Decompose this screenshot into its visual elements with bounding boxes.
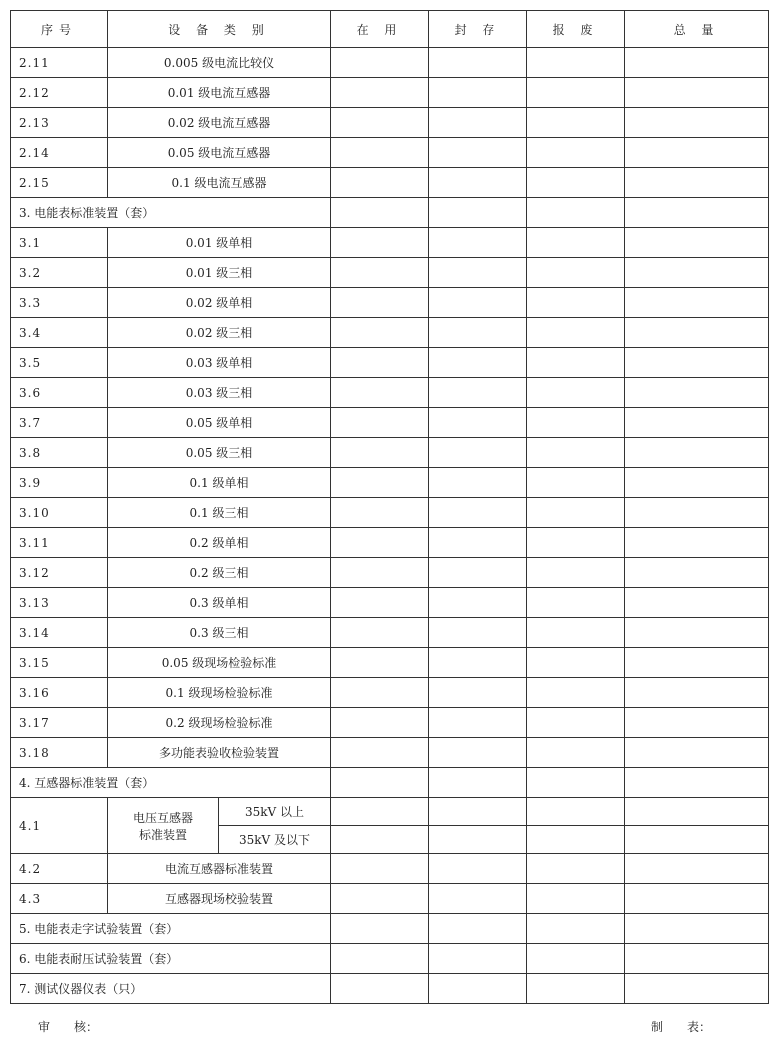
cell-sealed [429,944,527,974]
header-no: 序号 [11,11,108,48]
row-number: 4.1 [11,798,108,854]
table-row [11,258,769,288]
cell-sealed [429,854,527,884]
row-category: 0.005 级电流比较仪 [108,48,331,78]
cell-total [625,318,769,348]
cell-sealed [429,288,527,318]
prepared-by-label: 制 表： [651,1020,712,1034]
cell-sealed [429,798,527,826]
cell-scrapped [527,168,625,198]
section-row [11,944,769,974]
row-category: 0.03 级单相 [108,348,331,378]
cell-total [625,78,769,108]
row-number: 3.18 [11,738,108,768]
cell-total [625,378,769,408]
table-row [11,168,769,198]
row-category: 0.02 级电流互感器 [108,108,331,138]
cell-in-use [331,168,429,198]
cell-total [625,588,769,618]
cell-in-use [331,768,429,798]
cell-in-use [331,438,429,468]
table-row [11,798,769,826]
cell-total [625,138,769,168]
cell-sealed [429,198,527,228]
cell-scrapped [527,798,625,826]
cell-in-use [331,854,429,884]
cell-sealed [429,498,527,528]
table-row [11,678,769,708]
group-label-line1: 电压互感器 [132,810,193,825]
table-row [11,228,769,258]
table-row [11,884,769,914]
cell-sealed [429,708,527,738]
row-subcategory: 35kV 及以下 [219,826,331,854]
cell-scrapped [527,138,625,168]
cell-sealed [429,914,527,944]
cell-total [625,168,769,198]
cell-sealed [429,378,527,408]
row-category: 0.1 级电流互感器 [108,168,331,198]
cell-total [625,228,769,258]
cell-total [625,618,769,648]
row-number: 3.14 [11,618,108,648]
cell-scrapped [527,258,625,288]
cell-in-use [331,498,429,528]
cell-scrapped [527,588,625,618]
row-number: 3.3 [11,288,108,318]
cell-sealed [429,318,527,348]
cell-in-use [331,318,429,348]
row-category: 0.01 级三相 [108,258,331,288]
table-row [11,348,769,378]
cell-sealed [429,678,527,708]
row-category: 0.3 级三相 [108,618,331,648]
cell-scrapped [527,48,625,78]
section-row [11,974,769,1004]
cell-in-use [331,528,429,558]
signature-footer [0,1018,784,1038]
row-number: 2.12 [11,78,108,108]
row-number: 2.13 [11,108,108,138]
cell-total [625,468,769,498]
row-number: 3.13 [11,588,108,618]
row-category: 0.3 级单相 [108,588,331,618]
cell-total [625,884,769,914]
cell-scrapped [527,944,625,974]
table-row [11,558,769,588]
cell-scrapped [527,78,625,108]
row-number: 3.16 [11,678,108,708]
cell-scrapped [527,318,625,348]
row-number: 3.11 [11,528,108,558]
section-title: 3. 电能表标准装置（套） [11,198,331,228]
cell-sealed [429,884,527,914]
row-category: 0.05 级单相 [108,408,331,438]
table-row [11,378,769,408]
cell-total [625,648,769,678]
cell-sealed [429,78,527,108]
cell-in-use [331,738,429,768]
cell-scrapped [527,558,625,588]
cell-scrapped [527,378,625,408]
cell-in-use [331,708,429,738]
cell-sealed [429,438,527,468]
table-row [11,138,769,168]
row-number: 2.14 [11,138,108,168]
cell-total [625,288,769,318]
cell-total [625,768,769,798]
row-category-group [108,798,219,854]
cell-scrapped [527,618,625,648]
row-category: 0.2 级单相 [108,528,331,558]
row-number: 3.17 [11,708,108,738]
table-row [11,318,769,348]
table-row [11,288,769,318]
table-row [11,854,769,884]
cell-scrapped [527,708,625,738]
cell-scrapped [527,438,625,468]
cell-in-use [331,944,429,974]
row-category: 0.02 级三相 [108,318,331,348]
row-number: 3.8 [11,438,108,468]
row-category: 0.01 级电流互感器 [108,78,331,108]
table-row [11,738,769,768]
table-row [11,588,769,618]
cell-sealed [429,408,527,438]
row-number: 3.12 [11,558,108,588]
cell-scrapped [527,468,625,498]
cell-in-use [331,826,429,854]
cell-total [625,498,769,528]
cell-total [625,914,769,944]
cell-scrapped [527,884,625,914]
row-number: 3.7 [11,408,108,438]
row-category: 0.05 级电流互感器 [108,138,331,168]
cell-scrapped [527,768,625,798]
cell-in-use [331,78,429,108]
cell-scrapped [527,108,625,138]
cell-sealed [429,48,527,78]
cell-scrapped [527,408,625,438]
header-total: 总 量 [625,11,769,48]
section-row [11,768,769,798]
cell-scrapped [527,914,625,944]
row-number: 3.4 [11,318,108,348]
row-number: 2.15 [11,168,108,198]
row-category: 互感器现场校验装置 [108,884,331,914]
cell-in-use [331,678,429,708]
group-label-line2: 标准装置 [138,827,187,842]
cell-in-use [331,408,429,438]
cell-sealed [429,618,527,648]
cell-total [625,438,769,468]
cell-sealed [429,648,527,678]
cell-scrapped [527,198,625,228]
cell-scrapped [527,288,625,318]
cell-in-use [331,258,429,288]
table-row [11,498,769,528]
cell-total [625,348,769,378]
cell-sealed [429,528,527,558]
cell-sealed [429,558,527,588]
header-category: 设 备 类 别 [108,11,331,48]
cell-total [625,854,769,884]
row-category: 0.2 级现场检验标准 [108,708,331,738]
table-row [11,108,769,138]
cell-in-use [331,378,429,408]
cell-in-use [331,48,429,78]
cell-scrapped [527,974,625,1004]
cell-in-use [331,798,429,826]
row-number: 3.5 [11,348,108,378]
table-row [11,48,769,78]
header-scrapped: 报 废 [527,11,625,48]
cell-total [625,108,769,138]
row-number: 3.9 [11,468,108,498]
cell-in-use [331,914,429,944]
cell-total [625,708,769,738]
cell-scrapped [527,348,625,378]
cell-scrapped [527,498,625,528]
row-category: 0.1 级三相 [108,498,331,528]
row-number: 3.15 [11,648,108,678]
row-category: 0.2 级三相 [108,558,331,588]
cell-in-use [331,348,429,378]
cell-sealed [429,228,527,258]
cell-in-use [331,618,429,648]
section-row [11,914,769,944]
cell-total [625,974,769,1004]
cell-sealed [429,588,527,618]
cell-total [625,826,769,854]
cell-scrapped [527,678,625,708]
section-title: 6. 电能表耐压试验装置（套） [11,944,331,974]
row-number: 4.3 [11,884,108,914]
cell-total [625,558,769,588]
row-category: 多功能表验收检验装置 [108,738,331,768]
row-number: 3.6 [11,378,108,408]
review-label: 审 核： [38,1020,99,1034]
cell-total [625,258,769,288]
table-row [11,708,769,738]
table-row [11,528,769,558]
cell-total [625,944,769,974]
cell-sealed [429,348,527,378]
cell-scrapped [527,528,625,558]
cell-scrapped [527,826,625,854]
cell-sealed [429,974,527,1004]
cell-in-use [331,468,429,498]
table-row [11,78,769,108]
cell-in-use [331,198,429,228]
cell-sealed [429,168,527,198]
cell-in-use [331,228,429,258]
row-number: 3.1 [11,228,108,258]
row-category: 0.1 级现场检验标准 [108,678,331,708]
header-sealed: 封 存 [429,11,527,48]
cell-sealed [429,738,527,768]
row-category: 0.05 级现场检验标准 [108,648,331,678]
row-number: 2.11 [11,48,108,78]
cell-scrapped [527,854,625,884]
equipment-inventory-table [10,10,769,1004]
cell-in-use [331,588,429,618]
cell-in-use [331,884,429,914]
row-number: 3.10 [11,498,108,528]
cell-total [625,678,769,708]
row-category: 0.05 级三相 [108,438,331,468]
section-row [11,198,769,228]
cell-total [625,48,769,78]
table-row [11,438,769,468]
cell-in-use [331,558,429,588]
cell-sealed [429,258,527,288]
cell-total [625,408,769,438]
cell-total [625,738,769,768]
cell-scrapped [527,738,625,768]
cell-scrapped [527,228,625,258]
row-number: 3.2 [11,258,108,288]
row-category: 0.01 级单相 [108,228,331,258]
row-category: 0.02 级单相 [108,288,331,318]
table-row [11,618,769,648]
cell-in-use [331,108,429,138]
cell-sealed [429,768,527,798]
cell-in-use [331,138,429,168]
cell-in-use [331,974,429,1004]
cell-sealed [429,138,527,168]
row-subcategory: 35kV 以上 [219,798,331,826]
cell-total [625,798,769,826]
row-number: 4.2 [11,854,108,884]
cell-in-use [331,288,429,318]
table-row [11,468,769,498]
cell-total [625,198,769,228]
section-title: 5. 电能表走字试验装置（套） [11,914,331,944]
cell-sealed [429,826,527,854]
cell-sealed [429,108,527,138]
table-row [11,648,769,678]
section-title: 7. 测试仪器仪表（只） [11,974,331,1004]
header-in-use: 在 用 [331,11,429,48]
section-title: 4. 互感器标准装置（套） [11,768,331,798]
cell-scrapped [527,648,625,678]
row-category: 0.03 级三相 [108,378,331,408]
cell-sealed [429,468,527,498]
table-row [11,408,769,438]
cell-total [625,528,769,558]
row-category: 电流互感器标准装置 [108,854,331,884]
row-category: 0.1 级单相 [108,468,331,498]
header-row [11,11,769,48]
cell-in-use [331,648,429,678]
